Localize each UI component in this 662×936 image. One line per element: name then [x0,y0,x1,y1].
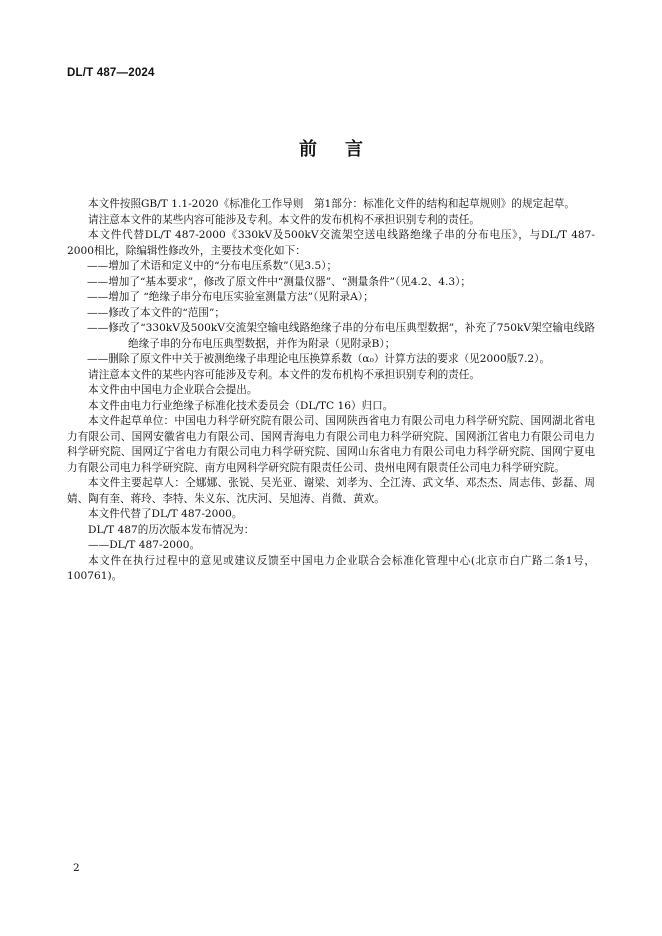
change-item: ——修改了“330kV及500kV交流架空输电线路绝缘子串的分布电压典型数据”，补充了750kV架空输电线路绝缘子串的分布电压典型数据，并作为附录（见附录B）； [87,322,595,350]
paragraph-drafters: 本文件主要起草人：仝娜娜、张锐、吴光亚、谢梁、刘孝为、仝江涛、武文华、邓杰杰、周志伟、彭磊、周婧、陶有奎、蒋玲、李特、朱义东、沈庆河、吴旭涛、肖微、黄欢。 [67,477,595,505]
paragraph-history-item: ——DL/T 487-2000。 [88,539,201,551]
paragraph-patent-notice-2: 请注意本文件的某些内容可能涉及专利。本文件的发布机构不承担识别专利的责任。 [88,368,480,381]
change-item: ——删除了原文件中关于被测绝缘子串理论电压换算系数（α₀）计算方法的要求（见2000版7.2）。 [87,353,551,365]
change-item: ——增加了 “绝缘子串分布电压实验室测量方法”（见附录A）； [87,291,374,303]
page-title: 前言 [299,139,391,160]
paragraph-supersedes: 本文件代替了DL/T 487-2000。 [88,508,243,520]
page-number: 2 [73,862,80,874]
paragraph-history-intro: DL/T 487的历次版本发布情况为： [88,523,255,536]
change-item: ——修改了本文件的“范围”； [87,306,225,319]
change-item: ——增加了“基本要求”，修改了原文件中“测量仪器”、“测量条件”（见4.2、4.3）； [87,275,471,288]
paragraph-proposer: 本文件由中国电力企业联合会提出。 [88,384,258,396]
standard-number: DL/T 487—2024 [67,67,155,79]
foreword-body [67,197,595,585]
paragraph-committee: 本文件由电力行业绝缘子标准化技术委员会（DL/TC 16）归口。 [88,399,394,412]
paragraph-feedback: 本文件在执行过程中的意见或建议反馈至中国电力企业联合会标准化管理中心(北京市白广路二条1号，100761)。 [67,554,595,582]
paragraph-drafting-units: 本文件起草单位：中国电力科学研究院有限公司、国网陕西省电力有限公司电力科学研究院、国网湖北省电力有限公司、国网安徽省电力有限公司、国网青海电力有限公司电力科学研究院、国网浙江省电力有限公司电力科学研究院、国网辽宁省电力有限公司电力科学研究院、国网山东省电力有限公司电力科学研究院、国网宁夏电力有限公司电力科学研究院、南方电网科学研究院有限责任公司、贵州电网有限责任公司电力科学研究院。 [67,415,595,474]
change-item: ——增加了术语和定义中的“分布电压系数”（见3.5）； [87,260,338,272]
paragraph-replacement: 本文件代替DL/T 487-2000《330kV及500kV交流架空送电线路绝缘子串的分布电压》，与DL/T 487-2000相比，除编辑性修改外，主要技术变化如下： [67,229,595,257]
paragraph-patent-notice: 请注意本文件的某些内容可能涉及专利。本文件的发布机构不承担识别专利的责任。 [88,213,480,226]
paragraph-drafting-rules: 本文件按照GB/T 1.1-2020《标准化工作导则 第1部分：标准化文件的结构和起草规则》的规定起草。 [88,198,575,210]
